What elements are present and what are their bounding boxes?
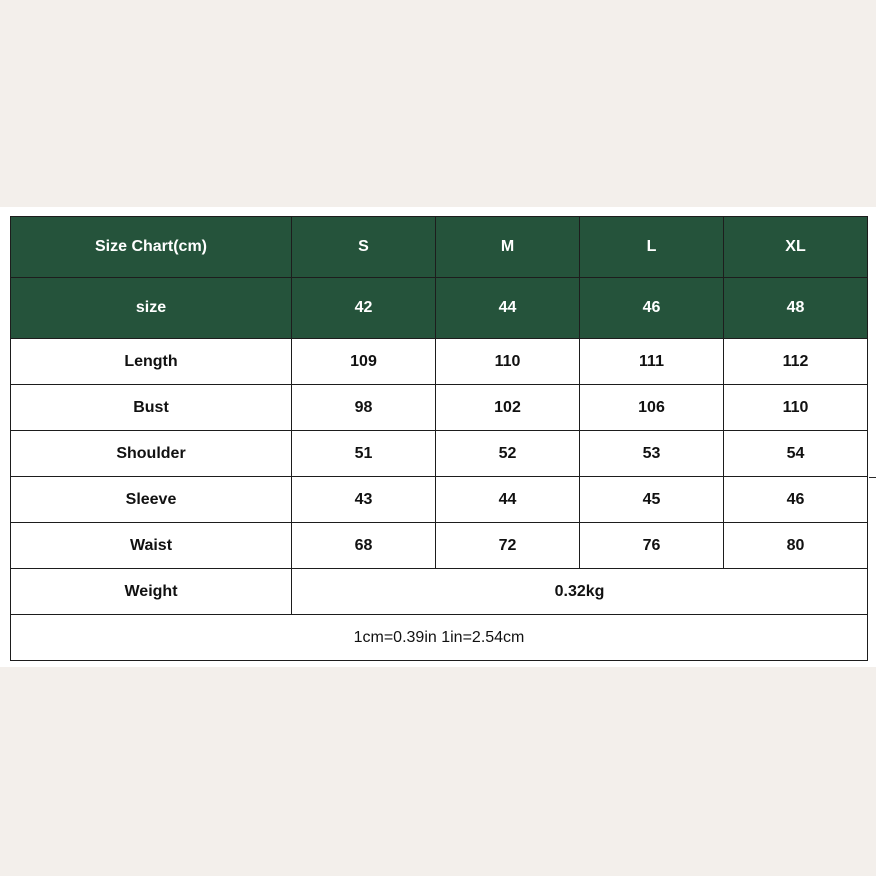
table-cell: 53 <box>580 431 724 477</box>
table-title: Size Chart(cm) <box>11 217 292 278</box>
table-row-bust <box>11 385 868 431</box>
table-cell: 48 <box>724 278 868 339</box>
table-cell: 112 <box>724 339 868 385</box>
table-cell: 110 <box>436 339 580 385</box>
table-cell: 46 <box>580 278 724 339</box>
table-cell: 43 <box>292 477 436 523</box>
size-header-m: M <box>436 217 580 278</box>
table-cell: 44 <box>436 477 580 523</box>
table-cell: 76 <box>580 523 724 569</box>
table-cell: 110 <box>724 385 868 431</box>
table-row-sleeve <box>11 477 868 523</box>
table-row-waist <box>11 523 868 569</box>
row-label: Weight <box>11 569 292 615</box>
table-cell: 44 <box>436 278 580 339</box>
table-cell: 106 <box>580 385 724 431</box>
table-cell: 46 <box>724 477 868 523</box>
table-cell: 98 <box>292 385 436 431</box>
table-cell: 111 <box>580 339 724 385</box>
table-cell: 109 <box>292 339 436 385</box>
table-cell: 80 <box>724 523 868 569</box>
header-row-sizes <box>11 217 868 278</box>
row-label: Waist <box>11 523 292 569</box>
table-row-shoulder <box>11 431 868 477</box>
size-chart-table <box>10 216 868 661</box>
weight-value: 0.32kg <box>292 569 868 615</box>
table-row-weight <box>11 569 868 615</box>
row-label: Shoulder <box>11 431 292 477</box>
table-cell: 45 <box>580 477 724 523</box>
size-header-xl: XL <box>724 217 868 278</box>
size-header-s: S <box>292 217 436 278</box>
table-cell: 68 <box>292 523 436 569</box>
table-cell: 72 <box>436 523 580 569</box>
row-label: Sleeve <box>11 477 292 523</box>
conversion-note: 1cm=0.39in 1in=2.54cm <box>11 615 868 661</box>
table-row-conversion <box>11 615 868 661</box>
size-header-l: L <box>580 217 724 278</box>
table-row-length <box>11 339 868 385</box>
table-cell: 102 <box>436 385 580 431</box>
table-cell: 54 <box>724 431 868 477</box>
header-row-numeric-size <box>11 278 868 339</box>
edge-mark <box>869 477 876 478</box>
row-label: Length <box>11 339 292 385</box>
table-cell: 42 <box>292 278 436 339</box>
row-label: size <box>11 278 292 339</box>
row-label: Bust <box>11 385 292 431</box>
table-cell: 52 <box>436 431 580 477</box>
table-cell: 51 <box>292 431 436 477</box>
